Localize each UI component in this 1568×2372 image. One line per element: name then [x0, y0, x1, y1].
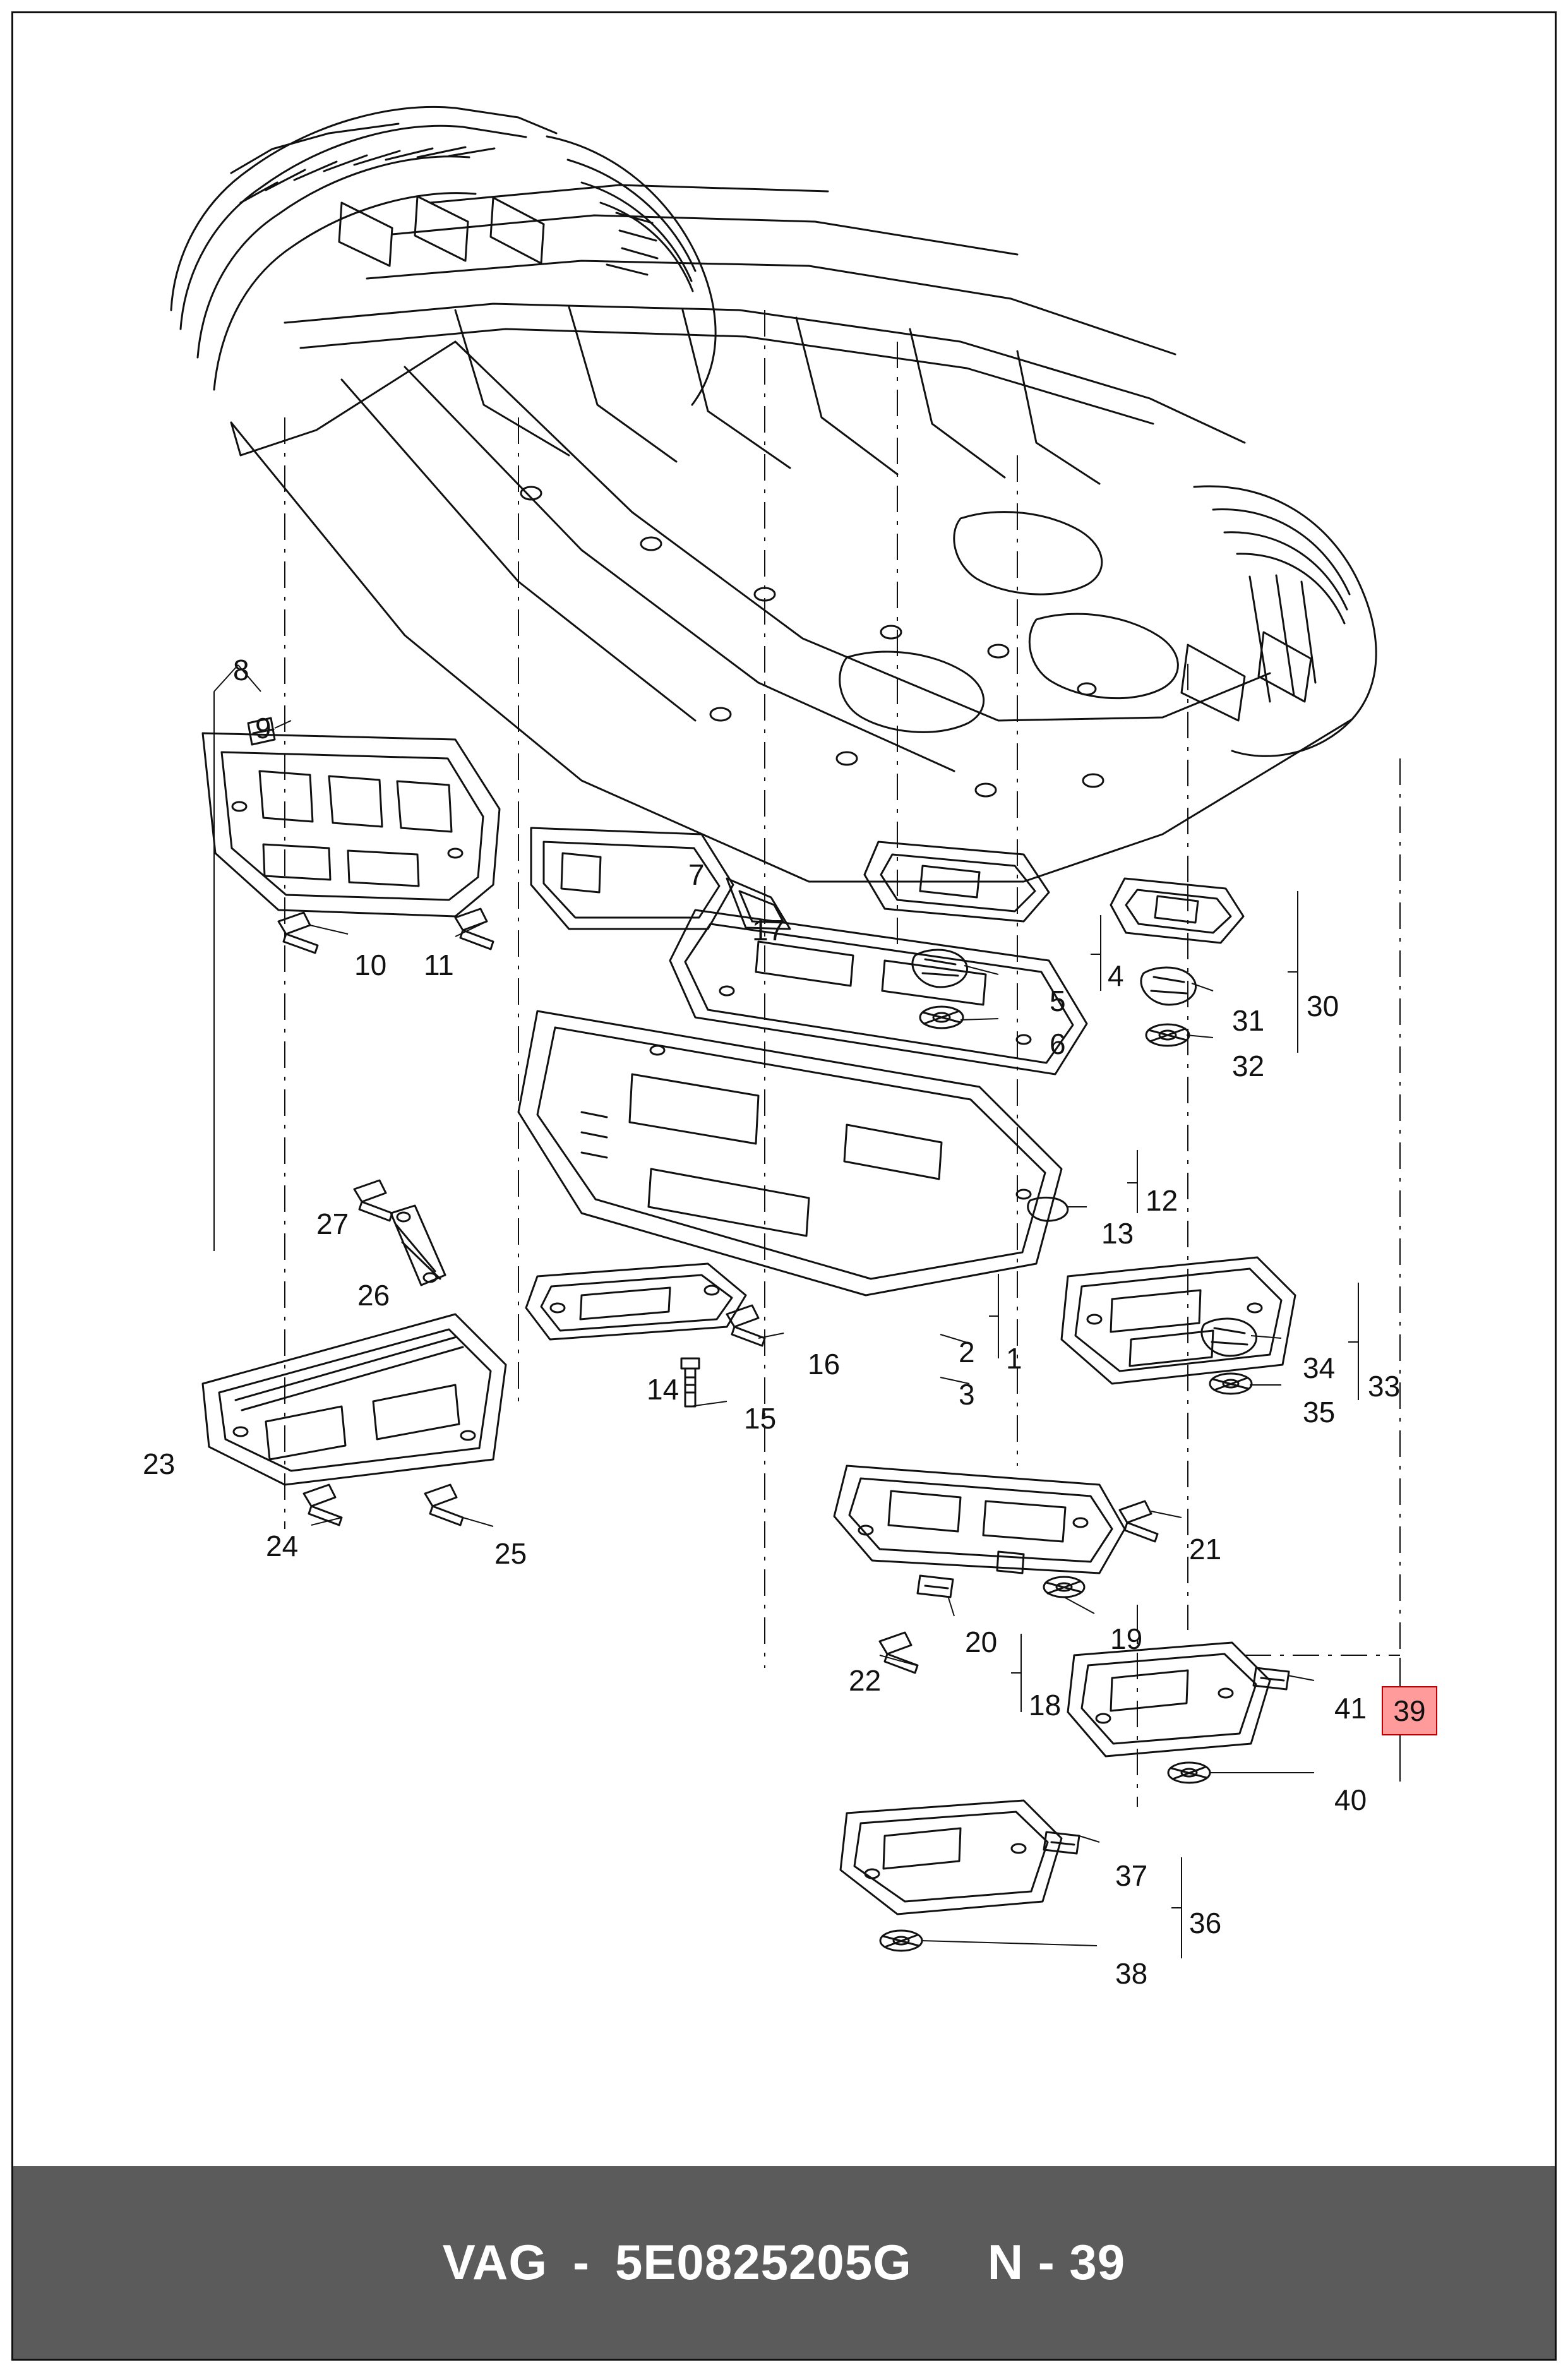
callout-37: 37: [1115, 1859, 1148, 1892]
callout-14: 14: [647, 1373, 679, 1406]
footer-part-number: 5E0825205G: [615, 2234, 912, 2290]
callout-6: 6: [1050, 1027, 1066, 1060]
callout-15: 15: [744, 1402, 777, 1435]
footer-content: [443, 2234, 1125, 2291]
highlighted-callout-39[interactable]: 39: [1382, 1686, 1437, 1735]
part-39-shield: [1068, 1643, 1289, 1783]
callout-10: 10: [354, 949, 387, 981]
callout-40: 40: [1334, 1783, 1367, 1816]
part-8-underbody-shield: [203, 718, 500, 953]
callout-36: 36: [1189, 1907, 1222, 1939]
callout-34: 34: [1303, 1351, 1336, 1384]
callout-11: 11: [424, 949, 454, 981]
callout-24: 24: [266, 1530, 299, 1562]
part-12-center-shield: [670, 910, 1087, 1074]
callout-41: 41: [1334, 1692, 1367, 1725]
callout-35: 35: [1303, 1396, 1336, 1429]
callout-31: 31: [1232, 1004, 1265, 1037]
callout-26: 26: [357, 1279, 390, 1312]
callout-32: 32: [1232, 1050, 1265, 1082]
callout-25: 25: [494, 1537, 527, 1570]
part-36-shield: [841, 1800, 1079, 1951]
callout-9: 9: [255, 712, 272, 745]
callout-2: 2: [959, 1336, 975, 1369]
footer-manufacturer: VAG: [442, 2234, 548, 2290]
callout-20: 20: [965, 1626, 998, 1658]
callout-21: 21: [1189, 1533, 1222, 1566]
diagram-svg: [13, 13, 1555, 2152]
callout-1: 1: [1006, 1342, 1022, 1375]
callout-22: 22: [849, 1664, 882, 1697]
part-7-wheel-housing-liner: [531, 828, 790, 929]
callout-5: 5: [1050, 985, 1066, 1017]
part-26-strut: [354, 1180, 445, 1285]
vehicle-underbody-assembly: [171, 107, 1376, 882]
part-23-underbody-shield-left: [203, 1314, 506, 1525]
callout-33: 33: [1368, 1370, 1401, 1403]
exploded-diagram: [13, 13, 1555, 2152]
footer-separator: -: [573, 2234, 590, 2290]
group-brackets: [214, 665, 1400, 1958]
callout-13: 13: [1101, 1217, 1134, 1250]
callout-3: 3: [959, 1378, 975, 1411]
callout-12: 12: [1146, 1184, 1178, 1217]
callout-23: 23: [143, 1447, 176, 1480]
callout-7: 7: [688, 858, 705, 891]
leader-lines: [275, 721, 1314, 1946]
callout-19: 19: [1110, 1622, 1143, 1655]
footer-bar: [13, 2166, 1555, 2359]
callout-38: 38: [1115, 1957, 1148, 1990]
callout-18: 18: [1029, 1689, 1062, 1722]
callout-16: 16: [808, 1348, 841, 1381]
callout-30: 30: [1307, 990, 1339, 1022]
part-14-brace: [526, 1264, 765, 1406]
callout-8: 8: [233, 654, 249, 686]
callout-4: 4: [1108, 959, 1124, 992]
callout-27: 27: [316, 1207, 349, 1240]
callout-17: 17: [752, 914, 785, 947]
part-30-right-bracket: [1111, 878, 1243, 1046]
diagram-linework: [171, 107, 1376, 1951]
part-33-right-shield: [1062, 1257, 1295, 1394]
footer-page-code: N - 39: [987, 2234, 1126, 2290]
